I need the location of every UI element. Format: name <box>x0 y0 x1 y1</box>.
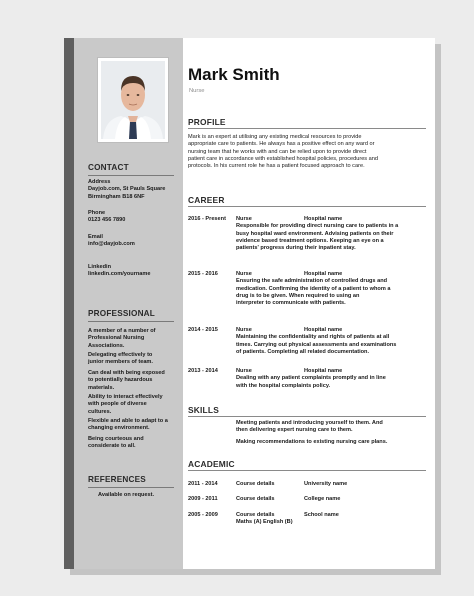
professional-item: Delegating effectively to junior members of team. <box>88 352 153 366</box>
contact-heading: CONTACT <box>88 163 129 172</box>
career-title: Nurse <box>236 327 252 333</box>
academic-dates: 2005 - 2009 <box>188 512 218 518</box>
linkedin-value: linkedin.com/yourname <box>88 271 151 278</box>
linkedin-label: Linkedin <box>88 264 111 270</box>
skill-item: Meeting patients and introducing yourself to them. And then delivering expert nursing care to them. <box>236 420 383 434</box>
career-heading: CAREER <box>188 195 225 205</box>
phone-block <box>88 210 182 225</box>
career-hospital: Hospital name <box>304 271 343 277</box>
career-dates: 2014 - 2015 <box>188 327 218 333</box>
address-line1: Dayjob.com, St Pauls Square <box>88 186 166 193</box>
academic-heading: ACADEMIC <box>188 459 235 469</box>
profile-divider <box>188 128 426 129</box>
academic-course: Course details <box>236 512 275 518</box>
academic-school: School name <box>304 512 339 518</box>
career-description: Maintaining the confidentiality and rights of patients at all times. Carrying out physical assessments and examinations of patients. Completing all related documentation. <box>236 334 397 355</box>
resume-page <box>64 38 435 569</box>
skill-item: Making recommendations to existing nursing care plans. <box>236 439 388 445</box>
career-dates: 2013 - 2014 <box>188 368 218 374</box>
academic-school: College name <box>304 496 341 502</box>
career-dates: 2016 - Present <box>188 216 226 222</box>
email-label: Email <box>88 234 103 240</box>
academic-grades: Maths (A) English (B) <box>236 519 293 526</box>
professional-item: Flexible and able to adapt to a changing environment. <box>88 418 168 432</box>
career-hospital: Hospital name <box>304 216 343 222</box>
professional-item: A member of a number of Professional Nursing Associations. <box>88 328 156 349</box>
email-value: info@dayjob.com <box>88 241 135 248</box>
professional-heading: PROFESSIONAL <box>88 309 155 318</box>
career-divider <box>188 206 426 207</box>
phone-value: 0123 456 7890 <box>88 217 126 224</box>
references-heading: REFERENCES <box>88 475 146 484</box>
linkedin-block <box>88 264 182 279</box>
career-title: Nurse <box>236 368 252 374</box>
career-title: Nurse <box>236 216 252 222</box>
career-title: Nurse <box>236 271 252 277</box>
academic-dates: 2011 - 2014 <box>188 481 218 487</box>
references-divider <box>88 487 174 488</box>
address-block <box>88 179 182 201</box>
skills-heading: SKILLS <box>188 405 219 415</box>
academic-dates: 2009 - 2011 <box>188 496 218 502</box>
references-text: Available on request. <box>98 492 155 498</box>
academic-course: Course details <box>236 496 275 502</box>
email-block <box>88 234 182 249</box>
sidebar-edge-strip <box>64 38 74 569</box>
career-description: Dealing with any patient complaints promptly and in line with the hospital complaints policy. <box>236 375 386 389</box>
career-description: Responsible for providing direct nursing care to patients in a busy hospital ward environment. Advising patients on their evidence based treatment options. Keeping an eye on a patients' progress during their inpatient stay. <box>236 223 399 252</box>
career-dates: 2015 - 2016 <box>188 271 218 277</box>
address-label: Address <box>88 179 111 185</box>
profile-photo <box>98 58 168 142</box>
sidebar <box>74 38 183 569</box>
career-hospital: Hospital name <box>304 368 343 374</box>
academic-course: Course details <box>236 481 275 487</box>
profile-text: Mark is an expert at utilising any existing medical resources to provide appropriate care to patients. He always has a positive effect on any ward or nursing team that he works with and can be relied upon to provide direct patient care in accordance with established hospital policies, procedures and protocols. In his current role he has a patient focused approach to care. <box>188 134 378 170</box>
phone-label: Phone <box>88 210 106 216</box>
candidate-name: Mark Smith <box>188 65 280 84</box>
candidate-role: Nurse <box>189 88 205 94</box>
profile-heading: PROFILE <box>188 117 226 127</box>
contact-divider <box>88 175 174 176</box>
professional-item: Being courteous and considerate to all. <box>88 436 144 450</box>
academic-school: University name <box>304 481 348 487</box>
professional-item: Ability to interact effectively with people of diverse cultures. <box>88 394 163 415</box>
academic-divider <box>188 470 426 471</box>
career-description: Ensuring the safe administration of controlled drugs and medication. Confirming the identity of a patient to whom a drug is to be given. When required to using an interpreter to communicate with patients. <box>236 278 391 307</box>
address-line2: Birmingham B18 6NF <box>88 193 145 200</box>
skills-divider <box>188 416 426 417</box>
professional-item: Can deal with being exposed to potentially hazardous materials. <box>88 370 165 391</box>
career-hospital: Hospital name <box>304 327 343 333</box>
professional-divider <box>88 321 174 322</box>
